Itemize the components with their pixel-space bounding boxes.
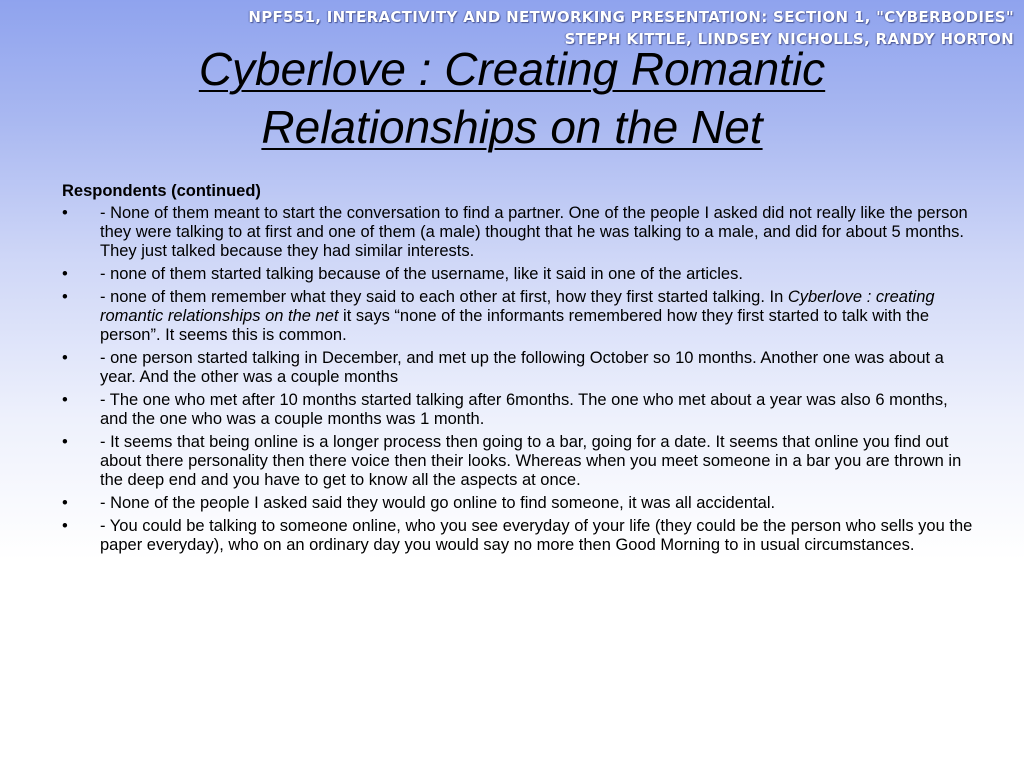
bullet-item xyxy=(62,288,974,345)
bullet-icon: • xyxy=(62,391,68,409)
bullet-item xyxy=(62,349,974,387)
bullet-text: - It seems that being online is a longer process then going to a bar, going for a date. It seems that online you find out about there personality then there voice then their looks. Whereas when you meet someone in a bar you are thrown in the deep end and you have to get to know all the aspects at once. xyxy=(100,433,962,489)
bullet-text-intro: - none of them remember what they said to each other at first, how they first started talking. In xyxy=(100,288,788,306)
bullet-text: - None of the people I asked said they would go online to find someone, it was all accidental. xyxy=(100,494,776,512)
slide-body xyxy=(62,182,974,559)
bullet-icon: • xyxy=(62,517,68,535)
slide-title-line-1: Cyberlove : Creating Romantic xyxy=(198,43,826,95)
bullet-item xyxy=(62,204,974,261)
bullet-item xyxy=(62,433,974,490)
bullet-text: - The one who met after 10 months started talking after 6months. The one who met about a year was also 6 months, and the one who was a couple months was 1 month. xyxy=(100,391,948,428)
section-subheading: Respondents (continued) xyxy=(62,182,261,200)
bullet-icon: • xyxy=(62,349,68,367)
bullet-icon: • xyxy=(62,204,68,222)
bullet-item xyxy=(62,494,974,513)
bullet-text: - You could be talking to someone online, who you see everyday of your life (they could be the person who sells you the paper everyday), who on an ordinary day you would say no more then Good Morning to in usual circumstances. xyxy=(100,517,973,554)
bullet-item xyxy=(62,391,974,429)
bullet-text: - none of them started talking because of the username, like it said in one of the articles. xyxy=(100,265,743,283)
presentation-header xyxy=(248,6,1014,50)
bullet-text: - None of them meant to start the conversation to find a partner. One of the people I asked did not really like the person they were talking to at first and one of them (a male) thought that he was talking to a male, and did for about 5 months. They just talked because they had similar interests. xyxy=(100,204,968,260)
bullet-item xyxy=(62,265,974,284)
bullet-icon: • xyxy=(62,288,68,306)
bullet-item xyxy=(62,517,974,555)
header-course-line: NPF551, INTERACTIVITY AND NETWORKING PRESENTATION: SECTION 1, "CYBERBODIES" xyxy=(248,8,1014,26)
bullet-icon: • xyxy=(62,433,68,451)
bullet-icon: • xyxy=(62,494,68,512)
bullet-text: - one person started talking in December, and met up the following October so 10 months. Another one was about a year. And the other was a couple months xyxy=(100,349,944,386)
bullet-icon: • xyxy=(62,265,68,283)
header-authors-line: STEPH KITTLE, LINDSEY NICHOLLS, RANDY HORTON xyxy=(564,30,1014,48)
slide-title-line-2: Relationships on the Net xyxy=(261,101,763,153)
article-title-citation: Cyberlove : creating romantic relationships on the net xyxy=(100,288,935,325)
bullet-text-rest: it says “none of the informants remembered how they first started to talk with the person”. It seems this is common. xyxy=(100,307,930,344)
slide-title xyxy=(0,40,1024,156)
bullet-list xyxy=(62,204,974,555)
